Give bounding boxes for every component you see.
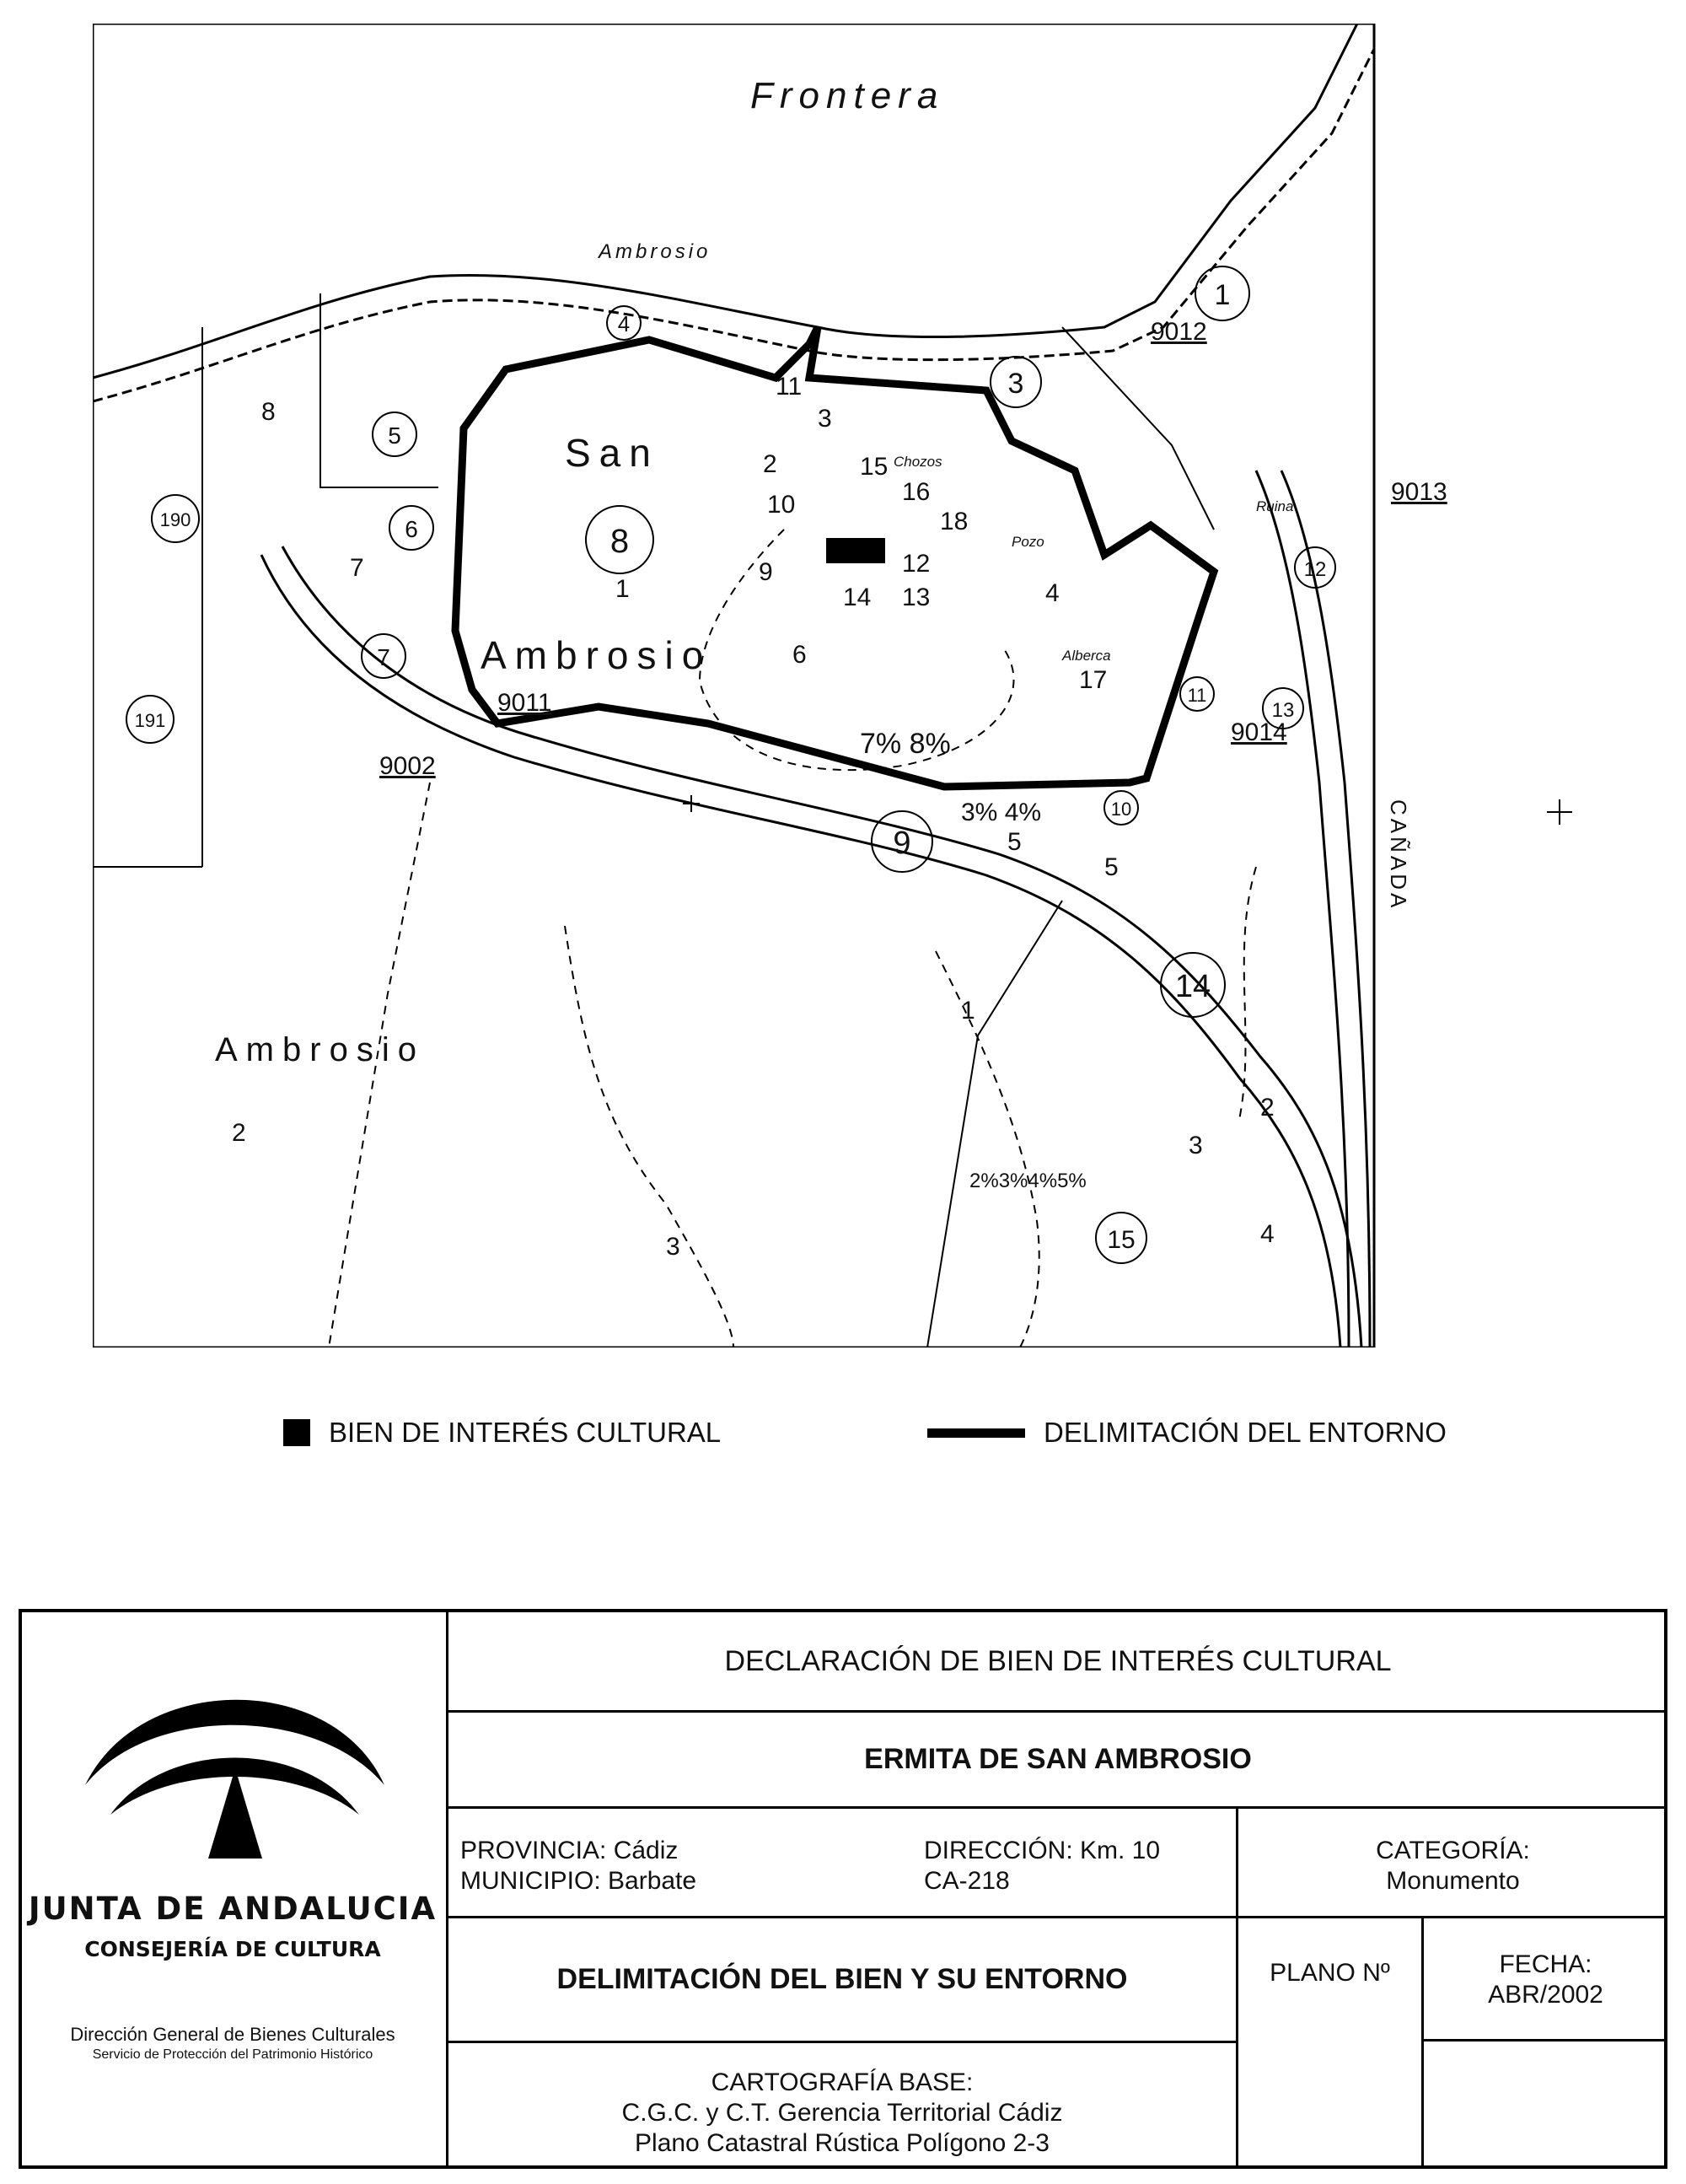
title-block: [19, 1609, 1667, 2169]
categoria-value: Monumento: [1386, 1867, 1520, 1895]
svg-text:9: 9: [893, 826, 911, 861]
svg-text:11: 11: [776, 373, 803, 401]
logo-dept-name: CONSEJERÍA DE CULTURA: [84, 1937, 381, 1961]
legend-bic-label: BIEN DE INTERÉS CULTURAL: [329, 1417, 722, 1448]
svg-text:14: 14: [1174, 969, 1211, 1004]
svg-text:5: 5: [388, 422, 401, 449]
municipio-text: MUNICIPIO: Barbate: [460, 1867, 697, 1895]
map-label-pct-a: 7% 8%: [860, 728, 951, 760]
svg-text:3: 3: [818, 405, 832, 433]
location-block: [460, 1836, 932, 1896]
svg-text:3: 3: [1189, 1132, 1203, 1159]
monument-name: ERMITA DE SAN AMBROSIO: [864, 1743, 1252, 1775]
map-label-pct-c: 2%3%4%5%: [969, 1170, 1087, 1192]
svg-text:17: 17: [1079, 666, 1108, 694]
provincia-text: PROVINCIA: Cádiz: [460, 1837, 679, 1864]
cartografia-block: [448, 2068, 1236, 2159]
map-label-ambrosio-center: Ambrosio: [481, 633, 712, 677]
declaration-title: DECLARACIÓN DE BIEN DE INTERÉS CULTURAL: [724, 1645, 1392, 1677]
legend-item-bic: [283, 1417, 721, 1449]
svg-text:6: 6: [792, 641, 807, 669]
cadastral-map: [93, 24, 1678, 1348]
map-label-canada: CAÑADA: [1386, 799, 1411, 912]
plano-label: PLANO Nº: [1270, 1959, 1390, 1987]
svg-text:9: 9: [759, 558, 773, 586]
map-code: 9014: [1231, 718, 1287, 746]
svg-text:190: 190: [159, 509, 191, 530]
svg-text:5: 5: [1007, 828, 1022, 856]
svg-text:13: 13: [1271, 699, 1295, 722]
svg-text:11: 11: [1187, 685, 1207, 706]
logo-dg: Dirección General de Bienes Culturales: [70, 2024, 395, 2045]
map-label-pct-b: 3% 4%: [961, 799, 1042, 826]
map-code: 9011: [497, 689, 552, 717]
svg-text:15: 15: [1107, 1226, 1136, 1254]
svg-text:8: 8: [609, 523, 630, 560]
legend-entorno-swatch: [927, 1428, 1025, 1438]
direccion-text: DIRECCIÓN: Km. 10: [924, 1837, 1161, 1864]
logo-service: Servicio de Protección del Patrimonio Histórico: [92, 2047, 373, 2062]
svg-text:8: 8: [261, 398, 276, 426]
map-label-san: San: [565, 431, 659, 475]
plan-title: DELIMITACIÓN DEL BIEN Y SU ENTORNO: [556, 1963, 1128, 1995]
svg-text:12: 12: [1303, 558, 1327, 581]
svg-text:14: 14: [843, 584, 872, 611]
svg-text:10: 10: [1110, 799, 1132, 820]
svg-text:2: 2: [763, 450, 777, 478]
map-label-chozos: Chozos: [894, 454, 942, 470]
bic-building: [826, 538, 885, 563]
svg-text:6: 6: [405, 516, 418, 542]
svg-text:15: 15: [860, 453, 889, 481]
svg-text:3: 3: [666, 1233, 680, 1261]
map-code: 9013: [1391, 478, 1447, 506]
map-label-ruina: Ruina: [1256, 498, 1294, 514]
map-label-ambrosio-left: Ambrosio: [215, 1031, 425, 1068]
map-label-alberca: Alberca: [1062, 648, 1111, 664]
cartografia-label: CARTOGRAFÍA BASE:: [711, 2068, 974, 2096]
svg-text:191: 191: [134, 710, 166, 731]
map-canvas: [93, 24, 1678, 1348]
map-label-pozo: Pozo: [1012, 534, 1044, 550]
legend-item-entorno: [927, 1417, 1447, 1449]
svg-text:3: 3: [1007, 368, 1024, 400]
svg-text:18: 18: [940, 508, 969, 535]
svg-text:4: 4: [1045, 579, 1060, 607]
direccion-road: CA-218: [924, 1867, 1010, 1895]
svg-text:5: 5: [1104, 853, 1119, 881]
svg-text:1: 1: [615, 575, 630, 603]
fecha-value: ABR/2002: [1488, 1981, 1603, 2009]
svg-text:2: 2: [232, 1119, 246, 1147]
svg-text:10: 10: [767, 491, 796, 519]
legend-bic-swatch: [283, 1419, 310, 1446]
svg-text:4: 4: [1260, 1220, 1275, 1248]
legend-entorno-label: DELIMITACIÓN DEL ENTORNO: [1044, 1417, 1447, 1448]
svg-text:12: 12: [902, 550, 931, 578]
map-code: 9002: [379, 752, 436, 780]
svg-text:1: 1: [961, 997, 975, 1025]
svg-text:4: 4: [617, 311, 631, 336]
fecha-label: FECHA:: [1499, 1950, 1592, 1978]
svg-text:7: 7: [350, 554, 364, 582]
logo-org-name: JUNTA DE ANDALUCIA: [28, 1891, 438, 1927]
svg-text:7: 7: [377, 644, 390, 670]
cartografia-source: C.G.C. y C.T. Gerencia Territorial Cádiz: [621, 2099, 1063, 2127]
svg-text:1: 1: [1214, 279, 1231, 311]
legend: [0, 1417, 1686, 1467]
categoria-label: CATEGORÍA:: [1376, 1837, 1530, 1864]
svg-text:16: 16: [902, 478, 931, 506]
cartografia-plan: Plano Catastral Rústica Polígono 2-3: [635, 2129, 1050, 2157]
junta-logo: [22, 1612, 448, 1891]
svg-text:2: 2: [1260, 1094, 1275, 1122]
map-label-road: Ambrosio: [599, 240, 711, 263]
categoria-block: [1238, 1836, 1667, 1896]
direccion-block: [924, 1836, 1227, 1896]
map-label-frontera: Frontera: [750, 75, 945, 116]
map-code: 9012: [1151, 318, 1207, 346]
fecha-block: [1424, 1950, 1667, 2010]
svg-text:13: 13: [902, 584, 931, 611]
logo-panel: [22, 1612, 448, 2165]
